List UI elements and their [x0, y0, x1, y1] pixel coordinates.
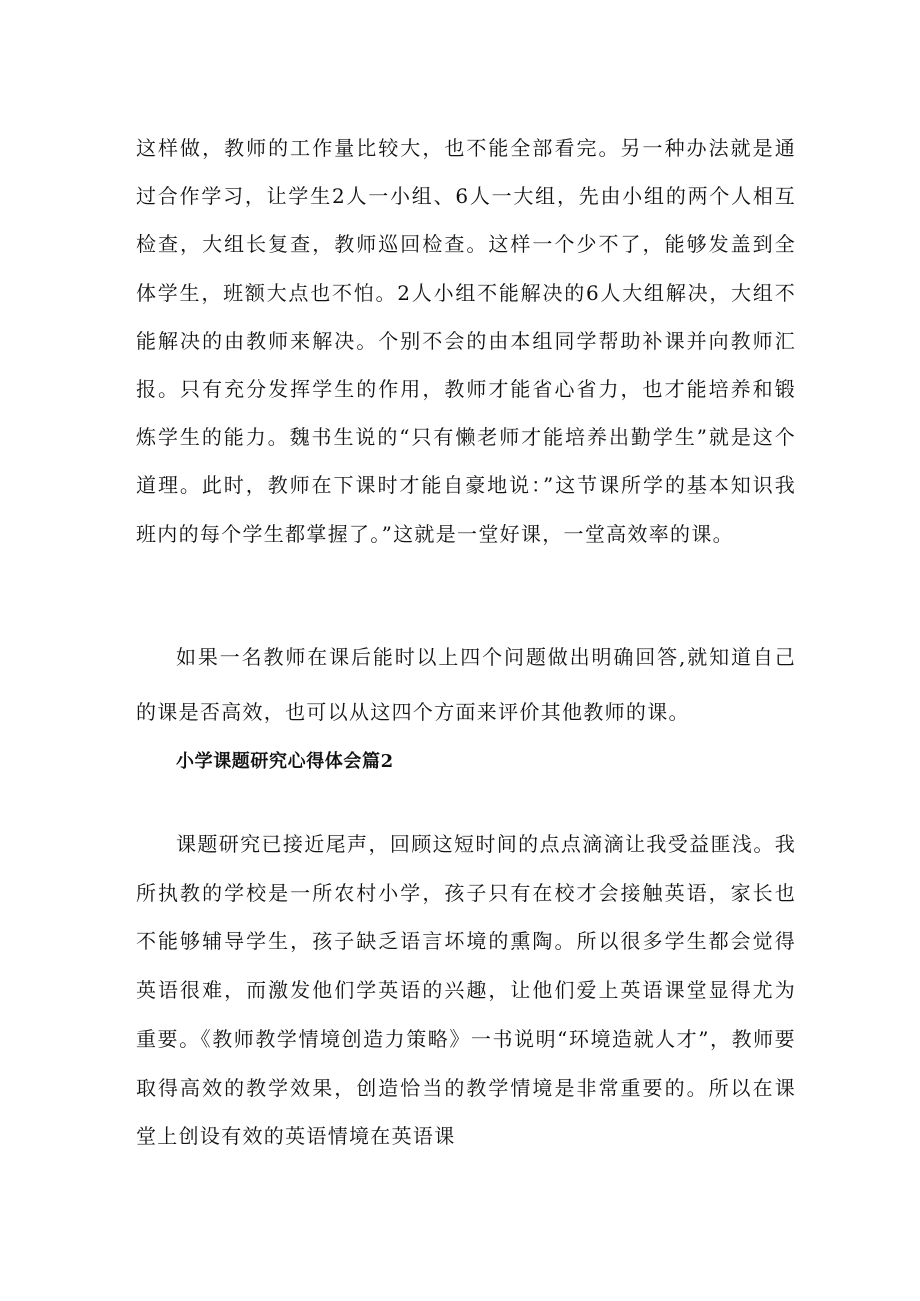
paragraph-2: 如果一名教师在课后能时以上四个问题做出明确回答,就知道自己的课是否高效，也可以从这四个方面来评价其他教师的课。: [136, 645, 796, 724]
paragraph-3: 课题研究已接近尾声，回顾这短时间的点点滴滴让我受益匪浅。我所执教的学校是一所农村小学，孩子只有在校才会接触英语，家长也不能够辅导学生，孩子缺乏语言坏境的熏陶。所以很多学生都会觉得英语很难，而激发他们学英语的兴趣，让他们爱上英语课堂显得尤为重要。《教师教学情境创造力策略》一书说明“环境造就人才”，教师要取得高效的教学效果，创造恰当的教学情境是非常重要的。所以在课堂上创设有效的英语情境在英语课: [136, 832, 796, 1149]
section-heading: 小学课题研究心得体会篇2: [176, 751, 394, 772]
paragraph-1: 这样做，教师的工作量比较大，也不能全部看完。另一种办法就是通过合作学习，让学生2人一小组、6人一大组，先由小组的两个人相互检查，大组长复查，教师巡回检查。这样一个少不了，能够发盖到全体学生，班额大点也不怕。2人小组不能解决的6人大组解决，大组不能解决的由教师来解决。个别不会的由本组同学帮助补课并向教师汇报。只有充分发挥学生的作用，教师才能省心省力，也才能培养和锻炼学生的能力。魏书生说的“只有懒老师才能培养出勤学生”就是这个道理。此时，教师在下课时才能自豪地说：”这节课所学的基本知识我班内的每个学生都掌握了。”这就是一堂好课，一堂高效率的课。: [136, 136, 796, 546]
